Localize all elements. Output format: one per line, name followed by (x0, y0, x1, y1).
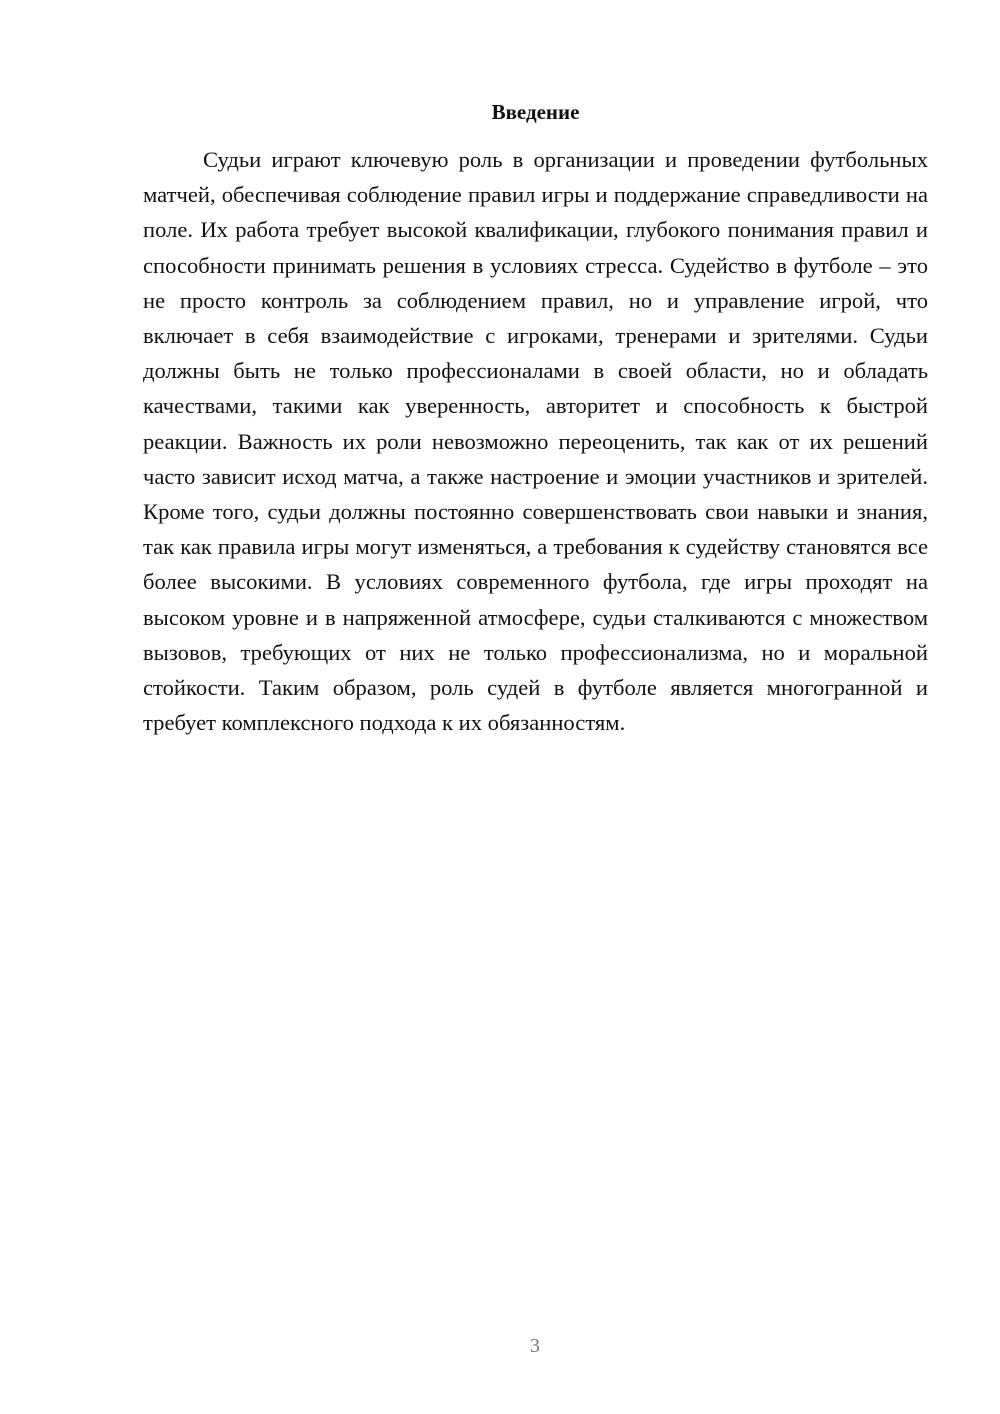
page-number: 3 (530, 1335, 540, 1357)
section-heading: Введение (491, 100, 580, 124)
body-paragraph: Судьи играют ключевую роль в организации и проведении футбольных матчей, обеспечивая соблюдение правил игры и поддержание справедливости на поле. Их работа требует высокой квалификации, глубокого понимания правил и способности принимать решения в условиях стресса. Судейство в футболе – это не просто контроль за соблюдением правил, но и управление игрой, что включает в себя взаимодействие с игроками, тренерами и зрителями. Судьи должны быть не только профессионалами в своей области, но и обладать качествами, такими как уверенность, авторитет и способность к быстрой реакции. Важность их роли невозможно переоценить, так как от их решений часто зависит исход матча, а также настроение и эмоции участников и зрителей. Кроме того, судьи должны постоянно совершенствовать свои навыки и знания, так как правила игры могут изменяться, а требования к судейству становятся все более высокими. В условиях современного футбола, где игры проходят на высоком уровне и в напряженной атмосфере, судьи сталкиваются с множеством вызовов, требующих от них не только профессионализма, но и моральной стойкости. Таким образом, роль судей в футболе является многогранной и требует комплексного подхода к их обязанностям. (143, 147, 928, 736)
